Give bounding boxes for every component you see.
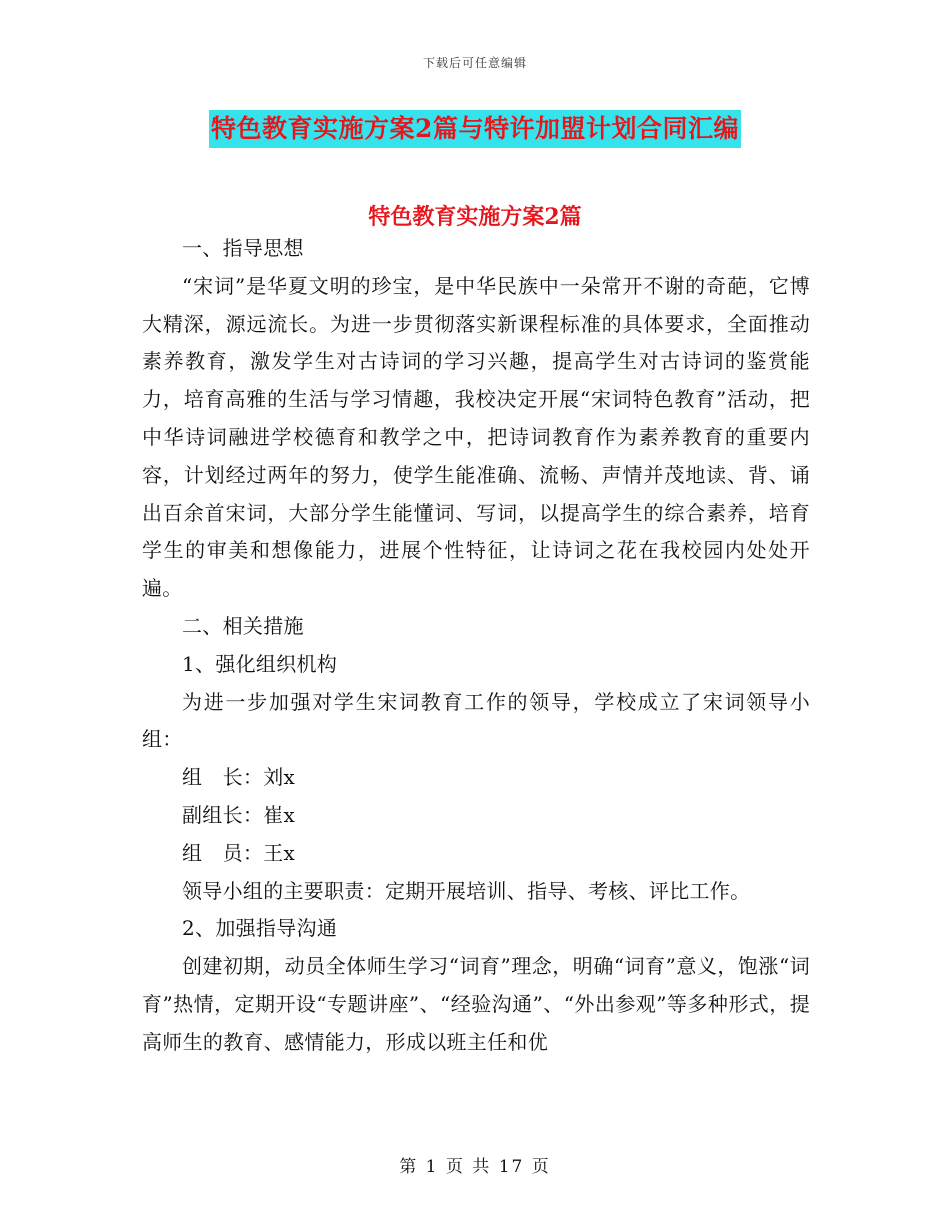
member-member: 组 员：王x <box>182 840 296 865</box>
main-title: 特色教育实施方案2篇与特许加盟计划合同汇编 <box>209 110 741 148</box>
sub-title: 特色教育实施方案2篇 <box>368 204 582 230</box>
paragraph-initial-stage: 创建初期，动员全体师生学习“词育”理念，明确“词育”意义，饱涨“词育”热情，定期开设“专题讲座”、“经验沟通”、“外出参观”等多种形式，提高师生的教育、感情能力，形成以班主任和优 <box>142 954 810 1054</box>
paragraph-introduction: “宋词”是华夏文明的珍宝，是中华民族中一朵常开不谢的奇葩，它博大精深，源远流长。为进一步贯彻落实新课程标准的具体要求，全面推动素养教育，激发学生对古诗词的学习兴趣，提高学生对古诗词的鉴赏能力，培育高雅的生活与学习情趣，我校决定开展“宋词特色教育”活动，把中华诗词融进学校德育和教学之中，把诗词教育作为素养教育的重要内容，计划经过两年的努力，使学生能准确、流畅、声情并茂地读、背、诵出百余首宋词，大部分学生能懂词、写词，以提高学生的综合素养，培育学生的审美和想像能力，进展个性特征，让诗词之花在我校园内处处开遍。 <box>142 273 810 601</box>
main-title-container <box>0 110 950 148</box>
document-body <box>142 230 810 1062</box>
section-heading-measures: 二、相关措施 <box>182 613 304 638</box>
page-number: 第 1 页 共 17 页 <box>399 1157 551 1177</box>
member-deputy-leader: 副组长：崔x <box>182 802 296 827</box>
member-leader: 组 长：刘x <box>182 765 296 790</box>
paragraph-leadership-group: 为进一步加强对学生宋词教育工作的领导，学校成立了宋词领导小组： <box>142 689 810 752</box>
header-note: 下载后可任意编辑 <box>422 56 527 70</box>
subsection-heading-communication: 2、加强指导沟通 <box>182 916 338 941</box>
paragraph-responsibilities: 领导小组的主要职责：定期开展培训、指导、考核、评比工作。 <box>182 878 751 903</box>
section-heading-guiding-ideology: 一、指导思想 <box>182 236 304 260</box>
subsection-heading-organization: 1、强化组织机构 <box>182 651 338 676</box>
